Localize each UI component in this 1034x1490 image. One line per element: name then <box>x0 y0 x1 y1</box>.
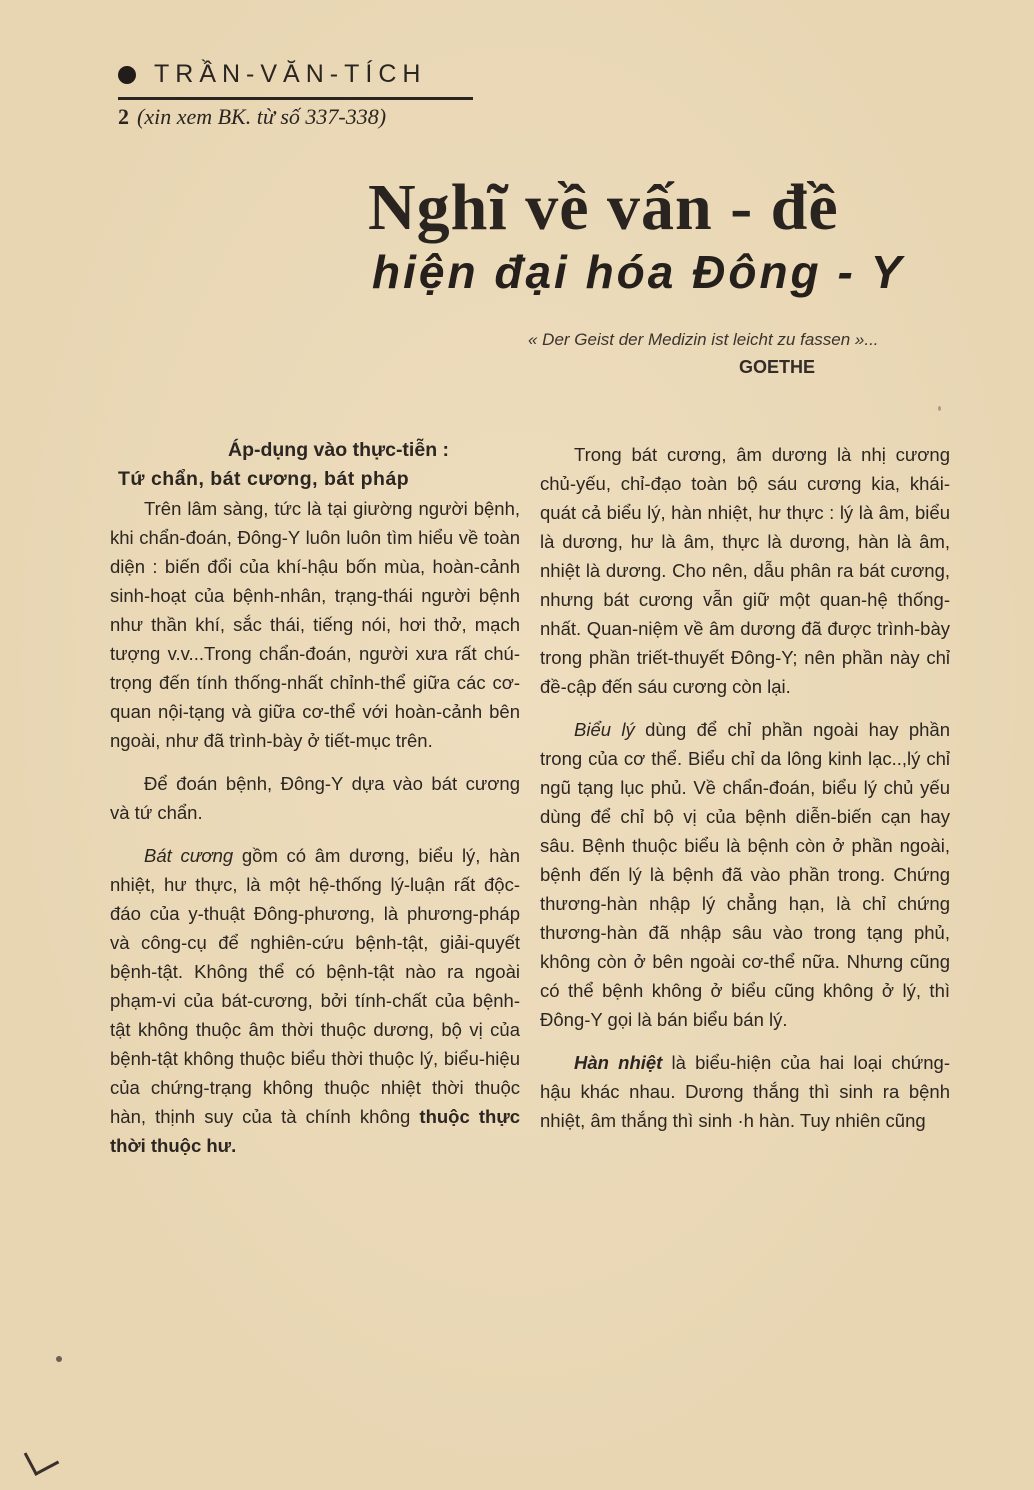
paragraph <box>110 841 520 1160</box>
paper-speck <box>56 1356 62 1362</box>
bullet-icon <box>118 66 136 84</box>
header-rule <box>118 97 473 100</box>
paper-mark <box>24 1441 60 1476</box>
series-reference <box>118 104 386 130</box>
left-column <box>110 436 520 1160</box>
reference-text: (xin xem BK. từ số 337-338) <box>137 104 387 129</box>
paragraph <box>540 715 950 1034</box>
term-lead: Hàn nhiệt <box>574 1052 663 1073</box>
paragraph: Để đoán bệnh, Đông-Y dựa vào bát cương và tứ chẩn. <box>110 773 520 823</box>
paper-speck <box>938 406 941 411</box>
section-subheading: Tứ chẩn, bát cương, bát pháp <box>118 468 410 490</box>
term-lead: Biểu lý <box>574 719 635 740</box>
paragraph: Trong bát cương, âm dương là nhị cương chủ-yếu, chỉ-đạo toàn bộ sáu cương kia, khái-quát cả biểu lý, hàn nhiệt, hư thực : lý là âm, biểu là dương, hư là âm, thực là dương, hàn là âm, nhiệt là dương. Cho nên, dẫu phân ra bát cương, nhưng bát cương vẫn giữ một quan-hệ thống-nhất. Quan-niệm về âm dương đã được trình-bày trong phần triết-thuyết Đông-Y; nên phần này chỉ đề-cập đến sáu cương còn lại. <box>540 444 950 697</box>
paragraph-end: thuộc thực thời thuộc hư. <box>110 1106 521 1156</box>
section-heading: Áp-dụng vào thực-tiễn : <box>228 439 450 461</box>
term-lead: Bát cương <box>144 845 234 866</box>
right-column <box>540 440 950 1135</box>
epigraph-quote: « Der Geist der Medizin ist leicht zu fassen »... <box>528 330 879 349</box>
article-title: Nghĩ về vấn - đề <box>368 171 839 244</box>
author-line <box>118 60 426 89</box>
article-subtitle: hiện đại hóa Đông - Y <box>372 246 905 298</box>
author-name: TRẦN-VĂN-TÍCH <box>154 60 427 88</box>
paragraph-text: gồm có âm dương, biểu lý, hàn nhiệt, hư thực, là một hệ-thống lý-luận rất độc-đáo của y-thuật Đông-phương, là phương-pháp và công-cụ để nghiên-cứu bệnh-tật, giải-quyết bệnh-tật. Không thể có bệnh-tật nào ra ngoài phạm-vi của bát-cương, bởi tính-chất của bệnh-tật không thuộc âm thời thuộc dương, bộ vị của bệnh-tật không thuộc biểu thời thuộc lý, biểu-hiệu của chứng-trạng không thuộc nhiệt thời thuộc hàn, thịnh suy của tà chính không <box>110 845 520 1127</box>
epigraph-author: GOETHE <box>739 357 816 377</box>
paragraph-text: là biểu-hiện của hai loại chứng-hậu khác nhau. Dương thắng thì sinh ra bệnh nhiệt, âm thắng thì sinh ·h hàn. Tuy nhiên cũng <box>540 1052 951 1131</box>
paragraph <box>540 1048 950 1135</box>
paragraph-text: dùng để chỉ phần ngoài hay phần trong của cơ thể. Biểu chỉ da lông kinh lạc..,lý chỉ ngũ tạng lục phủ. Về chẩn-đoán, biểu lý chủ yếu dùng để chỉ bộ vị của bệnh diễn-biến cạn hay sâu. Bệnh thuộc biểu là bệnh còn ở phần ngoài, bệnh đến lý là bệnh đã vào phần trong. Chứng thương-hàn nhập lý chẳng hạn, là chỉ chứng thương-hàn đã nhập sâu vào trong tạng phủ, không còn ở bên ngoài cơ-thể nữa. Nhưng cũng có thể bệnh không ở biểu cũng không ở lý, thì Đông-Y gọi là bán biểu bán lý. <box>540 719 951 1030</box>
paragraph: Trên lâm sàng, tức là tại giường người bệnh, khi chẩn-đoán, Đông-Y luôn luôn tìm hiểu về toàn diện : biến đổi của khí-hậu bốn mùa, hoàn-cảnh sinh-hoạt của bệnh-nhân, trạng-thái người bệnh như thần khí, sắc thái, tiếng nói, hơi thở, mạch tượng v.v...Trong chẩn-đoán, người xưa rất chú-trọng đến tính thống-nhất chỉnh-thể giữa các cơ-quan nội-tạng và giữa cơ-thể với hoàn-cảnh bên ngoài, như đã trình-bày ở tiết-mục trên. <box>110 498 520 751</box>
part-number: 2 <box>118 104 129 129</box>
